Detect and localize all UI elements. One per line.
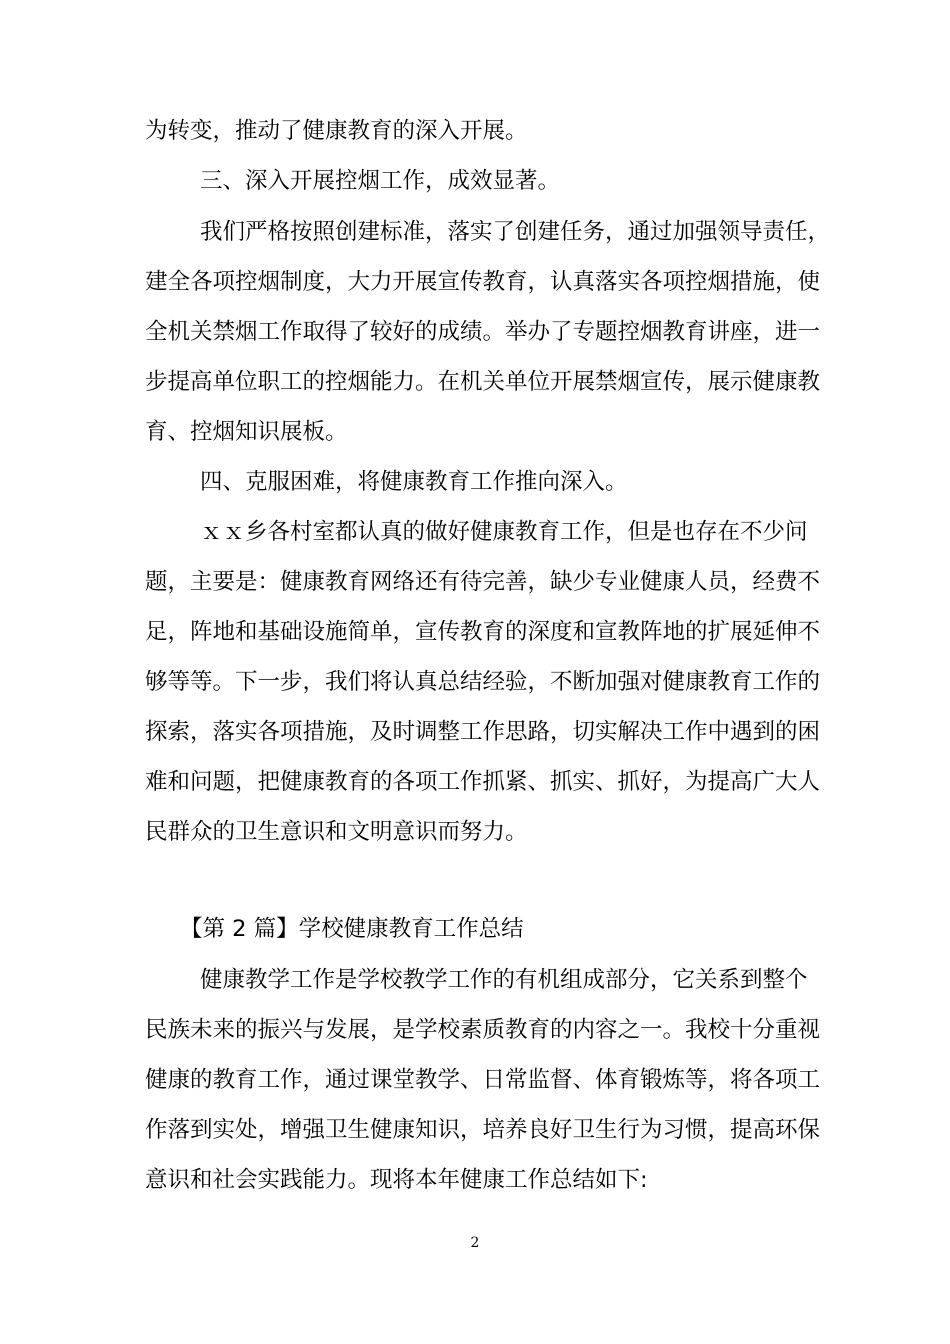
section-heading-3: 三、深入开展控烟工作，成效显著。 bbox=[200, 168, 561, 194]
body-text-line: 为转变，推动了健康教育的深入开展。 bbox=[145, 118, 528, 144]
body-text-line: 健康教学工作是学校教学工作的有机组成部分，它关系到整个 bbox=[200, 967, 808, 993]
body-text-line: ｘｘ乡各村室都认真的做好健康教育工作，但是也存在不少问 bbox=[200, 519, 808, 545]
body-text-line: 健康的教育工作，通过课堂教学、日常监督、体育锻炼等，将各项工 bbox=[145, 1067, 821, 1093]
body-text-line: 探索，落实各项措施，及时调整工作思路，切实解决工作中遇到的困 bbox=[145, 719, 821, 745]
section-heading-4: 四、克服困难，将健康教育工作推向深入。 bbox=[200, 469, 628, 495]
body-text-line: 足，阵地和基础设施简单，宣传教育的深度和宣教阵地的扩展延伸不 bbox=[145, 619, 821, 645]
body-text-line: 意识和社会实践能力。现将本年健康工作总结如下: bbox=[145, 1167, 648, 1193]
body-text-line: 作落到实处，增强卫生健康知识，培养良好卫生行为习惯，提高环保 bbox=[145, 1117, 821, 1143]
article-title: 【第 2 篇】学校健康教育工作总结 bbox=[180, 916, 524, 942]
body-text-line: 民群众的卫生意识和文明意识而努力。 bbox=[145, 819, 528, 845]
body-text-line: 步提高单位职工的控烟能力。在机关单位开展禁烟宣传，展示健康教 bbox=[145, 369, 821, 395]
body-text-line: 难和问题，把健康教育的各项工作抓紧、抓实、抓好，为提高广大人 bbox=[145, 769, 821, 795]
body-text-line: 够等等。下一步，我们将认真总结经验，不断加强对健康教育工作的 bbox=[145, 669, 821, 695]
page-number: 2 bbox=[470, 1235, 480, 1251]
body-text-line: 民族未来的振兴与发展，是学校素质教育的内容之一。我校十分重视 bbox=[145, 1017, 821, 1043]
body-text-line: 全机关禁烟工作取得了较好的成绩。举办了专题控烟教育讲座，进一 bbox=[145, 319, 821, 345]
body-text-line: 题，主要是：健康教育网络还有待完善，缺少专业健康人员，经费不 bbox=[145, 569, 821, 595]
body-text-line: 育、控烟知识展板。 bbox=[145, 419, 348, 445]
body-text-line: 我们严格按照创建标准，落实了创建任务，通过加强领导责任， bbox=[200, 219, 831, 245]
body-text-line: 建全各项控烟制度，大力开展宣传教育，认真落实各项控烟措施，使 bbox=[145, 269, 821, 295]
